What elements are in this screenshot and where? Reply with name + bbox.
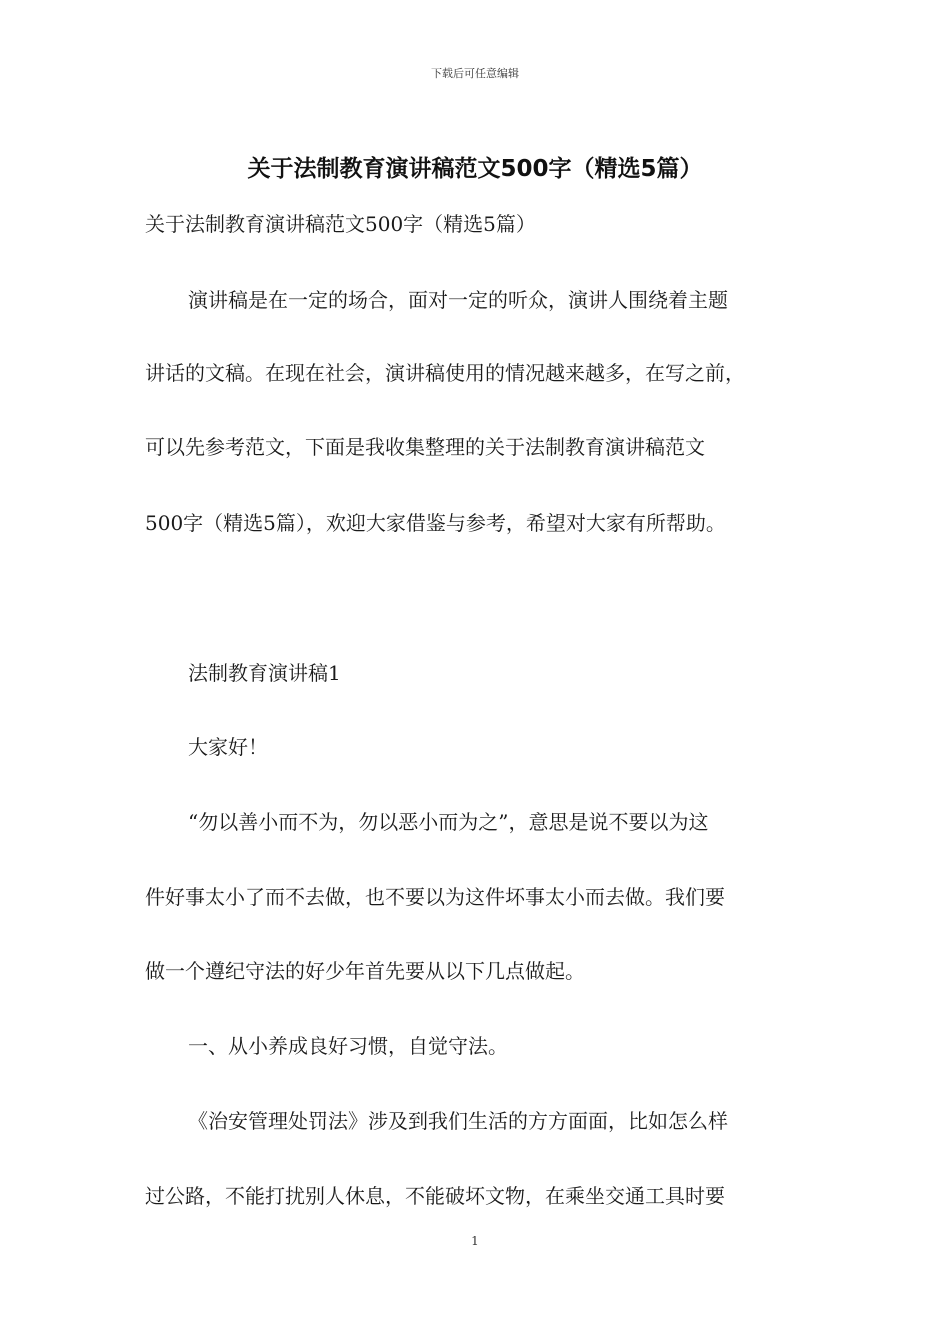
header-note: 下载后可任意编辑 [431, 67, 519, 80]
body-line-6: 过公路，不能打扰别人休息，不能破坏文物，在乘坐交通工具时要 [145, 1184, 725, 1208]
intro-line-3: 可以先参考范文，下面是我收集整理的关于法制教育演讲稿范文 [145, 435, 705, 459]
section-heading: 法制教育演讲稿1 [188, 661, 341, 685]
body-line-2: 件好事太小了而不去做，也不要以为这件坏事太小而去做。我们要 [145, 885, 725, 909]
body-line-1: “勿以善小而不为，勿以恶小而为之”，意思是说不要以为这 [188, 810, 709, 834]
document-subtitle: 关于法制教育演讲稿范文500字（精选5篇） [145, 212, 536, 236]
body-line-5: 《治安管理处罚法》涉及到我们生活的方方面面，比如怎么样 [188, 1109, 728, 1133]
intro-line-4: 500字（精选5篇），欢迎大家借鉴与参考，希望对大家有所帮助。 [145, 511, 726, 535]
body-line-3: 做一个遵纪守法的好少年首先要从以下几点做起。 [145, 959, 585, 983]
intro-line-2: 讲话的文稿。在现在社会，演讲稿使用的情况越来越多，在写之前， [145, 361, 745, 385]
page-number: 1 [471, 1234, 479, 1248]
intro-line-1: 演讲稿是在一定的场合，面对一定的听众，演讲人围绕着主题 [188, 288, 728, 312]
greeting: 大家好！ [188, 735, 268, 759]
body-line-4: 一、从小养成良好习惯，自觉守法。 [188, 1034, 508, 1058]
document-title: 关于法制教育演讲稿范文500字（精选5篇） [247, 156, 703, 182]
